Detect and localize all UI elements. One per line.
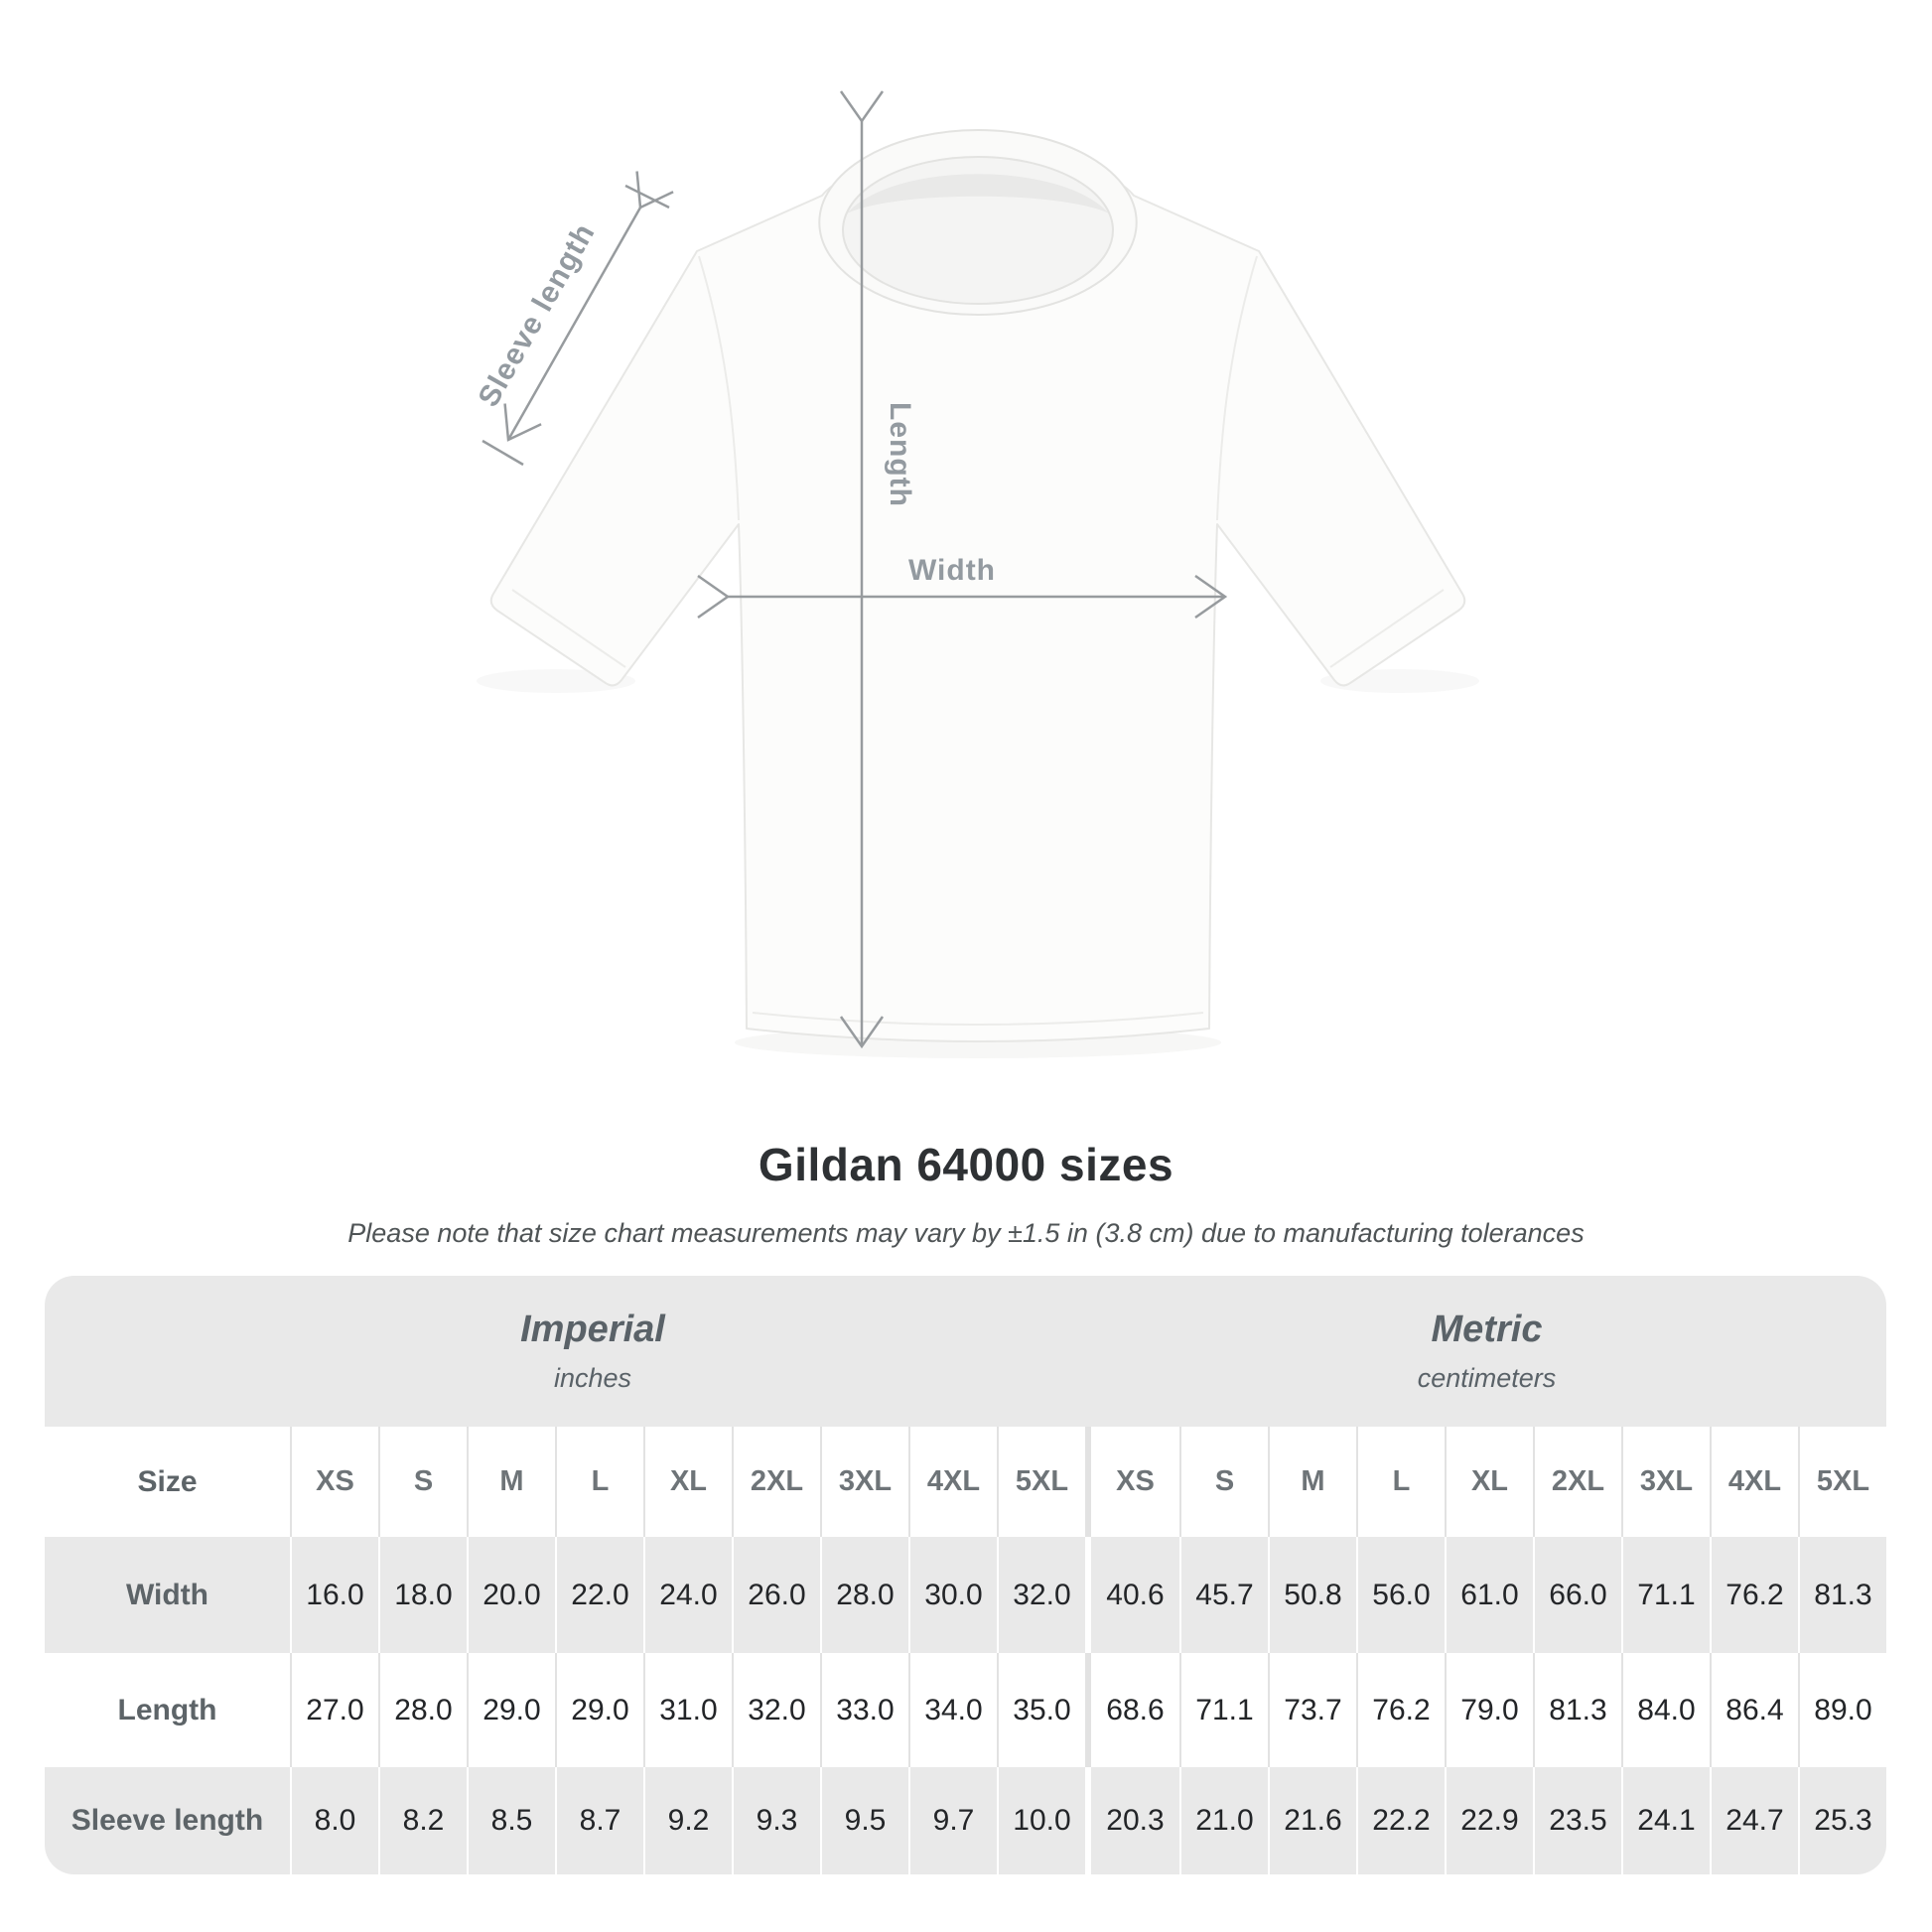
size-value-cell: 25.3 bbox=[1798, 1767, 1886, 1874]
size-col-header: XL bbox=[643, 1427, 732, 1537]
size-value-cell: 24.7 bbox=[1710, 1767, 1798, 1874]
size-value-cell: 16.0 bbox=[290, 1537, 378, 1653]
size-col-header: L bbox=[555, 1427, 643, 1537]
size-value-cell: 22.2 bbox=[1356, 1767, 1445, 1874]
imperial-header-name: Imperial bbox=[520, 1309, 665, 1350]
row-label: Width bbox=[45, 1537, 290, 1653]
size-value-cell: 32.0 bbox=[997, 1537, 1085, 1653]
sleeve-arrow-top-cap bbox=[625, 186, 669, 207]
size-value-cell: 28.0 bbox=[820, 1537, 908, 1653]
imperial-header bbox=[45, 1276, 1081, 1427]
size-value-cell: 26.0 bbox=[732, 1537, 820, 1653]
size-value-cell: 10.0 bbox=[997, 1767, 1085, 1874]
size-value-cell: 21.0 bbox=[1179, 1767, 1268, 1874]
size-value-cell: 24.1 bbox=[1621, 1767, 1710, 1874]
size-value-cell: 9.5 bbox=[820, 1767, 908, 1874]
size-value-cell: 68.6 bbox=[1091, 1653, 1179, 1767]
row-label: Length bbox=[45, 1653, 290, 1767]
size-value-cell: 35.0 bbox=[997, 1653, 1085, 1767]
size-value-cell: 22.9 bbox=[1445, 1767, 1533, 1874]
page-subtitle: Please note that size chart measurements may vary by ±1.5 in (3.8 cm) due to manufacturing tolerances bbox=[347, 1218, 1585, 1248]
size-col-header: 5XL bbox=[1798, 1427, 1886, 1537]
size-table-grid bbox=[45, 1427, 1886, 1874]
size-value-cell: 56.0 bbox=[1356, 1537, 1445, 1653]
size-col-header: XL bbox=[1445, 1427, 1533, 1537]
size-corner-label: Size bbox=[45, 1427, 290, 1537]
size-col-header: 4XL bbox=[908, 1427, 997, 1537]
size-value-cell: 9.3 bbox=[732, 1767, 820, 1874]
size-value-cell: 29.0 bbox=[555, 1653, 643, 1767]
metric-header-name: Metric bbox=[1431, 1309, 1543, 1350]
size-value-cell: 76.2 bbox=[1356, 1653, 1445, 1767]
size-col-header: XS bbox=[290, 1427, 378, 1537]
size-value-cell: 22.0 bbox=[555, 1537, 643, 1653]
size-value-cell: 9.2 bbox=[643, 1767, 732, 1874]
size-col-header: L bbox=[1356, 1427, 1445, 1537]
imperial-header-unit: inches bbox=[553, 1363, 632, 1393]
size-value-cell: 73.7 bbox=[1268, 1653, 1356, 1767]
size-value-cell: 23.5 bbox=[1533, 1767, 1621, 1874]
metric-header-unit: centimeters bbox=[1417, 1363, 1557, 1393]
size-value-cell: 8.5 bbox=[467, 1767, 555, 1874]
size-value-cell: 71.1 bbox=[1179, 1653, 1268, 1767]
row-label: Sleeve length bbox=[45, 1767, 290, 1874]
size-col-header: M bbox=[467, 1427, 555, 1537]
size-value-cell: 20.0 bbox=[467, 1537, 555, 1653]
size-value-cell: 66.0 bbox=[1533, 1537, 1621, 1653]
size-value-cell: 86.4 bbox=[1710, 1653, 1798, 1767]
length-label: Length bbox=[884, 402, 916, 507]
size-col-header: 2XL bbox=[732, 1427, 820, 1537]
size-value-cell: 28.0 bbox=[378, 1653, 467, 1767]
size-value-cell: 30.0 bbox=[908, 1537, 997, 1653]
size-value-cell: 8.2 bbox=[378, 1767, 467, 1874]
size-value-cell: 34.0 bbox=[908, 1653, 997, 1767]
size-value-cell: 79.0 bbox=[1445, 1653, 1533, 1767]
size-value-cell: 32.0 bbox=[732, 1653, 820, 1767]
size-value-cell: 45.7 bbox=[1179, 1537, 1268, 1653]
size-value-cell: 20.3 bbox=[1091, 1767, 1179, 1874]
size-value-cell: 81.3 bbox=[1798, 1537, 1886, 1653]
metric-header bbox=[1087, 1276, 1886, 1427]
size-col-header: 5XL bbox=[997, 1427, 1085, 1537]
size-value-cell: 27.0 bbox=[290, 1653, 378, 1767]
size-value-cell: 76.2 bbox=[1710, 1537, 1798, 1653]
size-value-cell: 84.0 bbox=[1621, 1653, 1710, 1767]
size-value-cell: 21.6 bbox=[1268, 1767, 1356, 1874]
size-col-header: M bbox=[1268, 1427, 1356, 1537]
size-value-cell: 81.3 bbox=[1533, 1653, 1621, 1767]
size-table bbox=[45, 1276, 1886, 1874]
size-value-cell: 24.0 bbox=[643, 1537, 732, 1653]
size-value-cell: 31.0 bbox=[643, 1653, 732, 1767]
size-value-cell: 71.1 bbox=[1621, 1537, 1710, 1653]
size-value-cell: 40.6 bbox=[1091, 1537, 1179, 1653]
size-value-cell: 89.0 bbox=[1798, 1653, 1886, 1767]
page-title: Gildan 64000 sizes bbox=[758, 1139, 1174, 1190]
size-value-cell: 9.7 bbox=[908, 1767, 997, 1874]
size-col-header: 2XL bbox=[1533, 1427, 1621, 1537]
size-value-cell: 8.0 bbox=[290, 1767, 378, 1874]
size-col-header: 3XL bbox=[1621, 1427, 1710, 1537]
sleeve-arrow-bottom-cap bbox=[483, 441, 523, 465]
size-value-cell: 33.0 bbox=[820, 1653, 908, 1767]
size-value-cell: 8.7 bbox=[555, 1767, 643, 1874]
size-col-header: XS bbox=[1091, 1427, 1179, 1537]
size-col-header: S bbox=[378, 1427, 467, 1537]
size-value-cell: 61.0 bbox=[1445, 1537, 1533, 1653]
size-value-cell: 50.8 bbox=[1268, 1537, 1356, 1653]
size-col-header: 3XL bbox=[820, 1427, 908, 1537]
size-col-header: S bbox=[1179, 1427, 1268, 1537]
tshirt-measurement-diagram bbox=[377, 50, 1608, 1122]
sleeve-length-label: Sleeve length bbox=[472, 217, 602, 413]
size-col-header: 4XL bbox=[1710, 1427, 1798, 1537]
size-value-cell: 18.0 bbox=[378, 1537, 467, 1653]
width-label: Width bbox=[907, 554, 997, 587]
size-value-cell: 29.0 bbox=[467, 1653, 555, 1767]
